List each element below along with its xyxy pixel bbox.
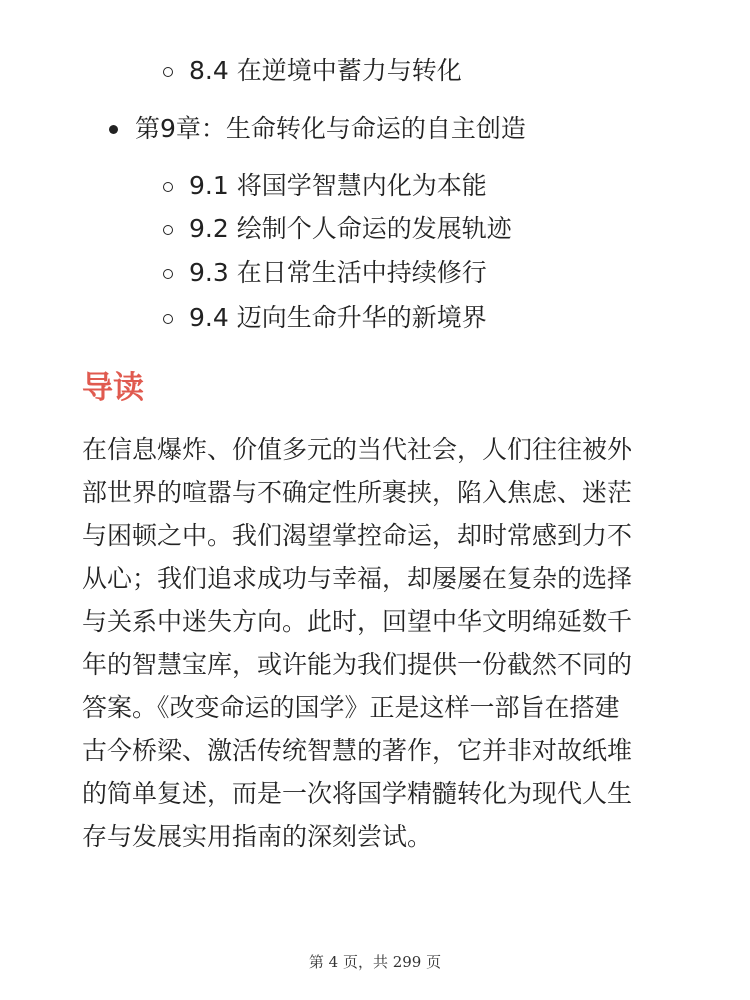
toc-item-label: 9.1 将国学智慧内化为本能: [189, 171, 487, 200]
filled-bullet-icon: [109, 125, 118, 134]
paragraph-line: 的简单复述，而是一次将国学精髓转化为现代人生: [82, 779, 633, 808]
toc-item-label: 8.4 在逆境中蓄力与转化: [189, 56, 462, 85]
paragraph-line: 存与发展实用指南的深刻尝试。: [82, 822, 433, 851]
paragraph-line: 与困顿之中。我们渴望掌控命运，却时常感到力不: [82, 521, 633, 550]
paragraph-line: 答案。《改变命运的国学》正是这样一部旨在搭建: [82, 693, 620, 722]
hollow-bullet-icon: [163, 182, 173, 192]
paragraph-line: 部世界的喧嚣与不确定性所裹挟，陷入焦虑、迷茫: [82, 478, 633, 507]
hollow-bullet-icon: [163, 67, 173, 77]
toc-item-label: 9.4 迈向生命升华的新境界: [189, 303, 487, 332]
hollow-bullet-icon: [163, 225, 173, 235]
paragraph-line: 古今桥梁、激活传统智慧的著作，它并非对故纸堆: [82, 736, 633, 765]
paragraph-line: 年的智慧宝库，或许能为我们提供一份截然不同的: [82, 650, 633, 679]
paragraph-line: 与关系中迷失方向。此时，回望中华文明绵延数千: [82, 607, 633, 636]
paragraph-line: 在信息爆炸、价值多元的当代社会，人们往往被外: [82, 435, 633, 464]
hollow-bullet-icon: [163, 314, 173, 324]
toc-item-9-2: [189, 213, 512, 245]
toc-item-9-3: [189, 257, 487, 289]
section-heading: 导读: [82, 370, 144, 406]
paragraph-line: 从心；我们追求成功与幸福，却屡屡在复杂的选择: [82, 564, 633, 593]
toc-item-label: 9.3 在日常生活中持续修行: [189, 258, 487, 287]
toc-item-label: 第9章：生命转化与命运的自主创造: [135, 114, 526, 143]
page-number-footer: 第 4 页，共 299 页: [308, 953, 442, 971]
toc-item-chapter-9: [135, 113, 526, 145]
toc-item-label: 9.2 绘制个人命运的发展轨迹: [189, 214, 512, 243]
intro-paragraph: [82, 428, 682, 858]
toc-item-8-4: [189, 55, 462, 87]
toc-item-9-4: [189, 302, 487, 334]
toc-item-9-1: [189, 170, 487, 202]
hollow-bullet-icon: [163, 269, 173, 279]
